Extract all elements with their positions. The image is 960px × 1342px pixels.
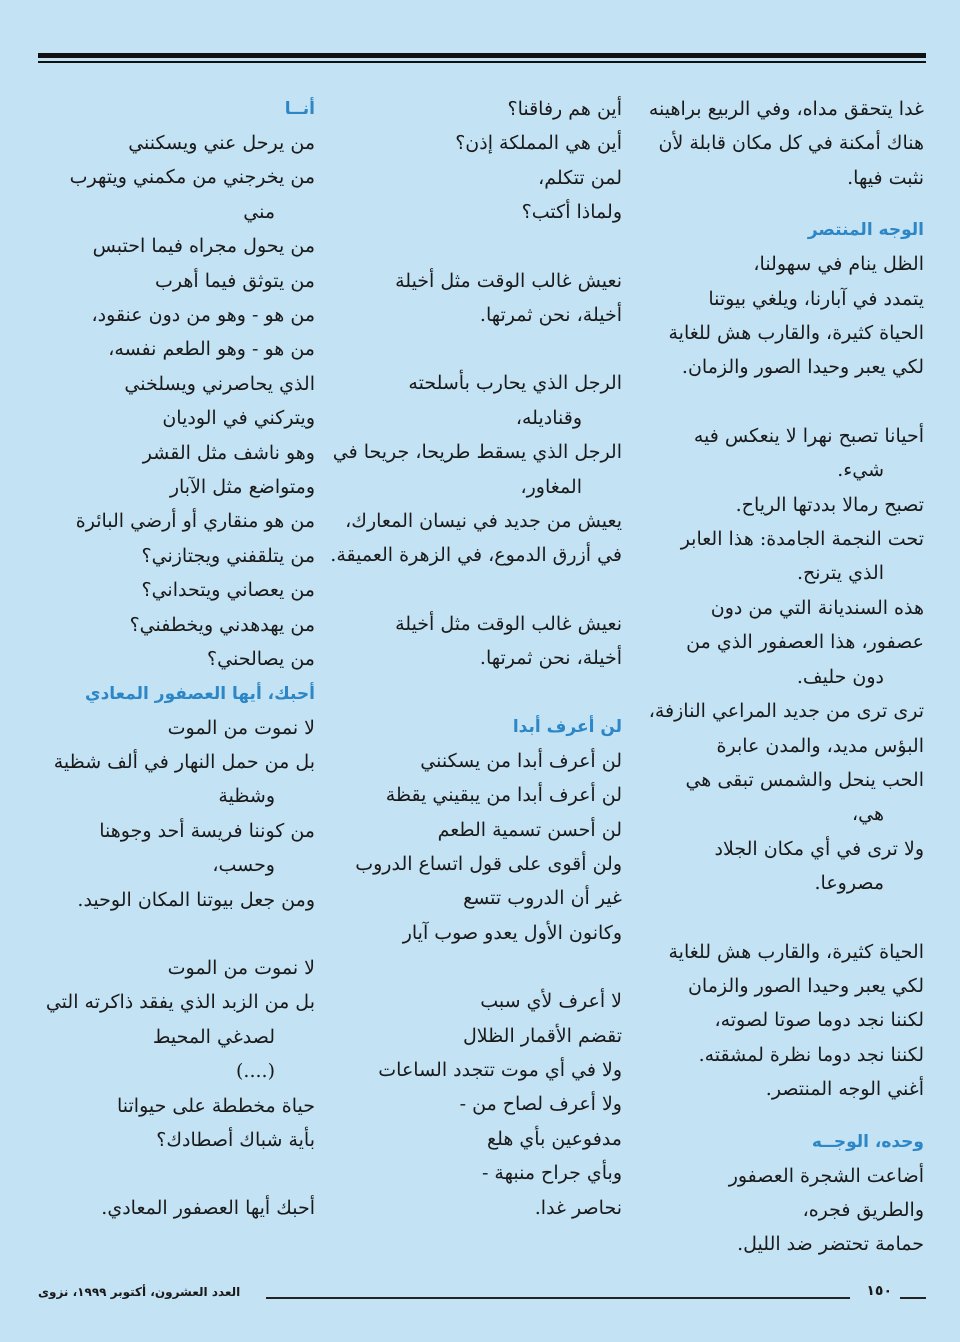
poem-line: بل من الزبد الذي يفقد ذاكرته التي [45, 991, 315, 1014]
poem-line: عصفور، هذا العصفور الذي من [686, 631, 924, 654]
footer-rule [266, 1297, 850, 1299]
poem-line: يتمدد في آبارنا، ويلغي بيوتنا [708, 287, 924, 310]
poem-line: حياة مخططة على حيواتنا [117, 1094, 315, 1117]
section-heading: أحبك، أيها العصفور المعادي [84, 683, 315, 704]
poem-line: لن أحسن تسمية الطعم [437, 818, 622, 841]
poem-line: مصروعا. [814, 872, 884, 895]
poem-line: وشظية [218, 785, 275, 808]
poem-line: من يرحل عني ويسكنني [128, 132, 315, 154]
poem-line: وحسب، [212, 854, 275, 877]
poem-line: لا نموت من الموت [167, 956, 315, 979]
poem-line: حمامة تحتضر ضد الليل. [737, 1233, 924, 1256]
stanza-gap [35, 1157, 315, 1191]
poem-line: لمن تتكلم، [538, 166, 622, 189]
poem-line: تصبح رمالا بددتها الرياح. [735, 493, 924, 516]
poem-line: تقضم الأقمار الظلال [462, 1024, 622, 1047]
top-rule [38, 53, 926, 58]
poem-line: ترى ترى من جديد المراعي النازفة، [648, 700, 924, 723]
top-rule-thin [38, 61, 926, 63]
poem-line: أضاعت الشجرة العصفور [728, 1164, 924, 1187]
section-heading: لن أعرف أبدا [512, 716, 622, 737]
poem-line: لا نموت من الموت [167, 716, 315, 739]
poem-line: الرجل الذي يحارب بأسلحته [408, 372, 622, 395]
poem-line: ومتواضع مثل الآبار [169, 476, 315, 499]
poem-line: نحاصر غدا. [534, 1196, 622, 1219]
poem-line: الذي يترنح. [796, 562, 884, 585]
poem-line: ولماذا أكتب؟ [521, 201, 622, 224]
poem-line: تحت النجمة الجامدة: هذا العابر [680, 528, 924, 551]
poem-line: هذه السنديانة التي من دون [710, 596, 924, 619]
stanza-gap [330, 332, 622, 366]
stanza-gap [35, 917, 315, 951]
poem-line: من يتلقفني ويجتازني؟ [141, 544, 315, 567]
poem-line: أين هي المملكة إذن؟ [455, 132, 622, 155]
poem-line: ومن جعل بيوتنا المكان الوحيد. [77, 888, 315, 911]
column-middle [330, 92, 622, 1225]
poem-line: من يهدهدني ويخطفني؟ [129, 613, 315, 636]
poem-line: من يصالحني؟ [207, 648, 315, 671]
footer-rule-tail [900, 1297, 926, 1299]
section-heading: وحده، الوجــه [811, 1131, 924, 1152]
poem-line: مدفوعين بأي هلع [486, 1127, 622, 1150]
poem-line: من يخرجني من مكمني ويتهرب [69, 166, 315, 189]
poem-line: ولا أعرف لصاح من - [459, 1093, 622, 1116]
poem-line: من يحول مجراه فيما احتبس [92, 235, 315, 258]
poem-line: المغاور، [520, 475, 582, 498]
poem-line: ولا في أي موت تتجدد الساعات [378, 1058, 622, 1081]
page-footer [38, 1285, 926, 1309]
poem-line: هناك أمكنة في كل مكان قابلة لأن [658, 132, 924, 155]
poem-line: لا أعرف لأي سبب [480, 990, 622, 1013]
poem-line: لن أعرف أبدا من يبقيني يقظة [385, 784, 622, 807]
poem-line: ولن أقوى على قول اتساع الدروب [355, 852, 622, 875]
poem-line: لن أعرف أبدا من يسكنني [420, 749, 622, 772]
poem-line: أحيانا تصبح نهرا لا ينعكس فيه [693, 424, 924, 447]
poem-line: (....) [236, 1060, 275, 1083]
poem-line: الذي يحاصرني ويسلخني [124, 372, 315, 395]
poem-line: لصدغي المحيط [152, 1025, 275, 1048]
footer-issue: العدد العشرون، أكتوبر ١٩٩٩، نزوى [38, 1285, 241, 1299]
poem-line: الظل ينام في سهولنا، [753, 253, 924, 276]
column-left [35, 92, 315, 1226]
poem-line: الرجل الذي يسقط طريحا، جريحا في [332, 441, 622, 464]
spacer [649, 1107, 924, 1125]
poem-line: لكي يعبر وحيدا الصور والزمان. [681, 356, 924, 379]
poem-line: ولا ترى في أي مكان الجلاد [714, 837, 924, 860]
poem-line: من هو - وهو من دون عنقود، [91, 304, 315, 327]
poem-line: لكننا نجد دوما نظرة لمشقته. [698, 1043, 924, 1066]
poem-line: غدا يتحقق مداه، وفي الربيع براهينه [648, 98, 924, 120]
poem-line: نثبت فيها. [847, 166, 924, 189]
poem-line: وقناديله، [515, 406, 582, 429]
section-heading: الوجه المنتصر [807, 220, 924, 241]
poem-line: لكي يعبر وحيدا الصور والزمان [687, 974, 924, 997]
poem-line: بل من حمل النهار في ألف شظية [53, 750, 315, 773]
stanza-gap [330, 230, 622, 264]
poem-line: من يتوثق فيما أهرب [155, 269, 315, 292]
poem-line: نعيش غالب الوقت مثل أخيلة [395, 612, 622, 635]
poem-line: في أزرق الدموع، في الزهرة العميقة. [330, 544, 622, 567]
poem-line: الحب ينحل والشمس تبقى هي [685, 768, 924, 791]
poem-line: الحياة كثيرة، والقارب هش للغاية [668, 940, 924, 963]
poem-line: لكننا نجد دوما صوتا لصوته، [714, 1009, 924, 1032]
stanza-gap [330, 676, 622, 710]
poem-line: من هو - وهو الطعم نفسه، [108, 338, 315, 361]
poem-line: أغني الوجه المنتصر. [765, 1078, 924, 1101]
section-heading: أنــا [284, 99, 315, 119]
poem-line: من كوننا فريسة أحد وجوهنا [99, 819, 315, 842]
stanza-gap [330, 573, 622, 607]
page-number: ١٥٠ [866, 1283, 892, 1299]
stanza-gap [649, 901, 924, 935]
poem-line: أحبك أيها العصفور المعادي. [101, 1197, 315, 1220]
poem-line: يعيش من جديد في نيسان المعارك، [345, 510, 622, 533]
poem-line: من يعصاني ويتحداني؟ [141, 579, 315, 602]
poem-line: غير أن الدروب تتسع [463, 887, 622, 910]
poem-line: مني [243, 200, 275, 223]
poem-line: أخيلة، نحن ثمرتها. [479, 304, 622, 327]
poem-line: والطريق فجره، [802, 1198, 924, 1221]
poem-line: هي، [852, 803, 884, 826]
poem-line: وكانون الأول يعدو صوب آيار [402, 921, 622, 944]
poem-line: ويتركني في الوديان [162, 407, 315, 430]
column-right [649, 92, 924, 1262]
stanza-gap [649, 385, 924, 419]
poem-line: الحياة كثيرة، والقارب هش للغاية [668, 322, 924, 345]
poem-line: دون حليف. [796, 665, 884, 688]
poem-line: نعيش غالب الوقت مثل أخيلة [395, 269, 622, 292]
poem-line: شيء. [837, 459, 884, 482]
spacer [649, 195, 924, 213]
poem-line: من هو منقاري أو أرضي البائرة [75, 510, 315, 533]
poem-line: بأية شباك أصطادك؟ [156, 1128, 315, 1151]
poem-line: أين هم رفاقنا؟ [507, 98, 622, 120]
poem-line: أخيلة، نحن ثمرتها. [479, 647, 622, 670]
stanza-gap [330, 950, 622, 984]
poem-line: وبأي جراح منبهة - [481, 1162, 622, 1185]
poem-line: البؤس مديد، والمدن عابرة [716, 734, 924, 757]
poem-line: وهو ناشف مثل القشر [142, 441, 315, 464]
